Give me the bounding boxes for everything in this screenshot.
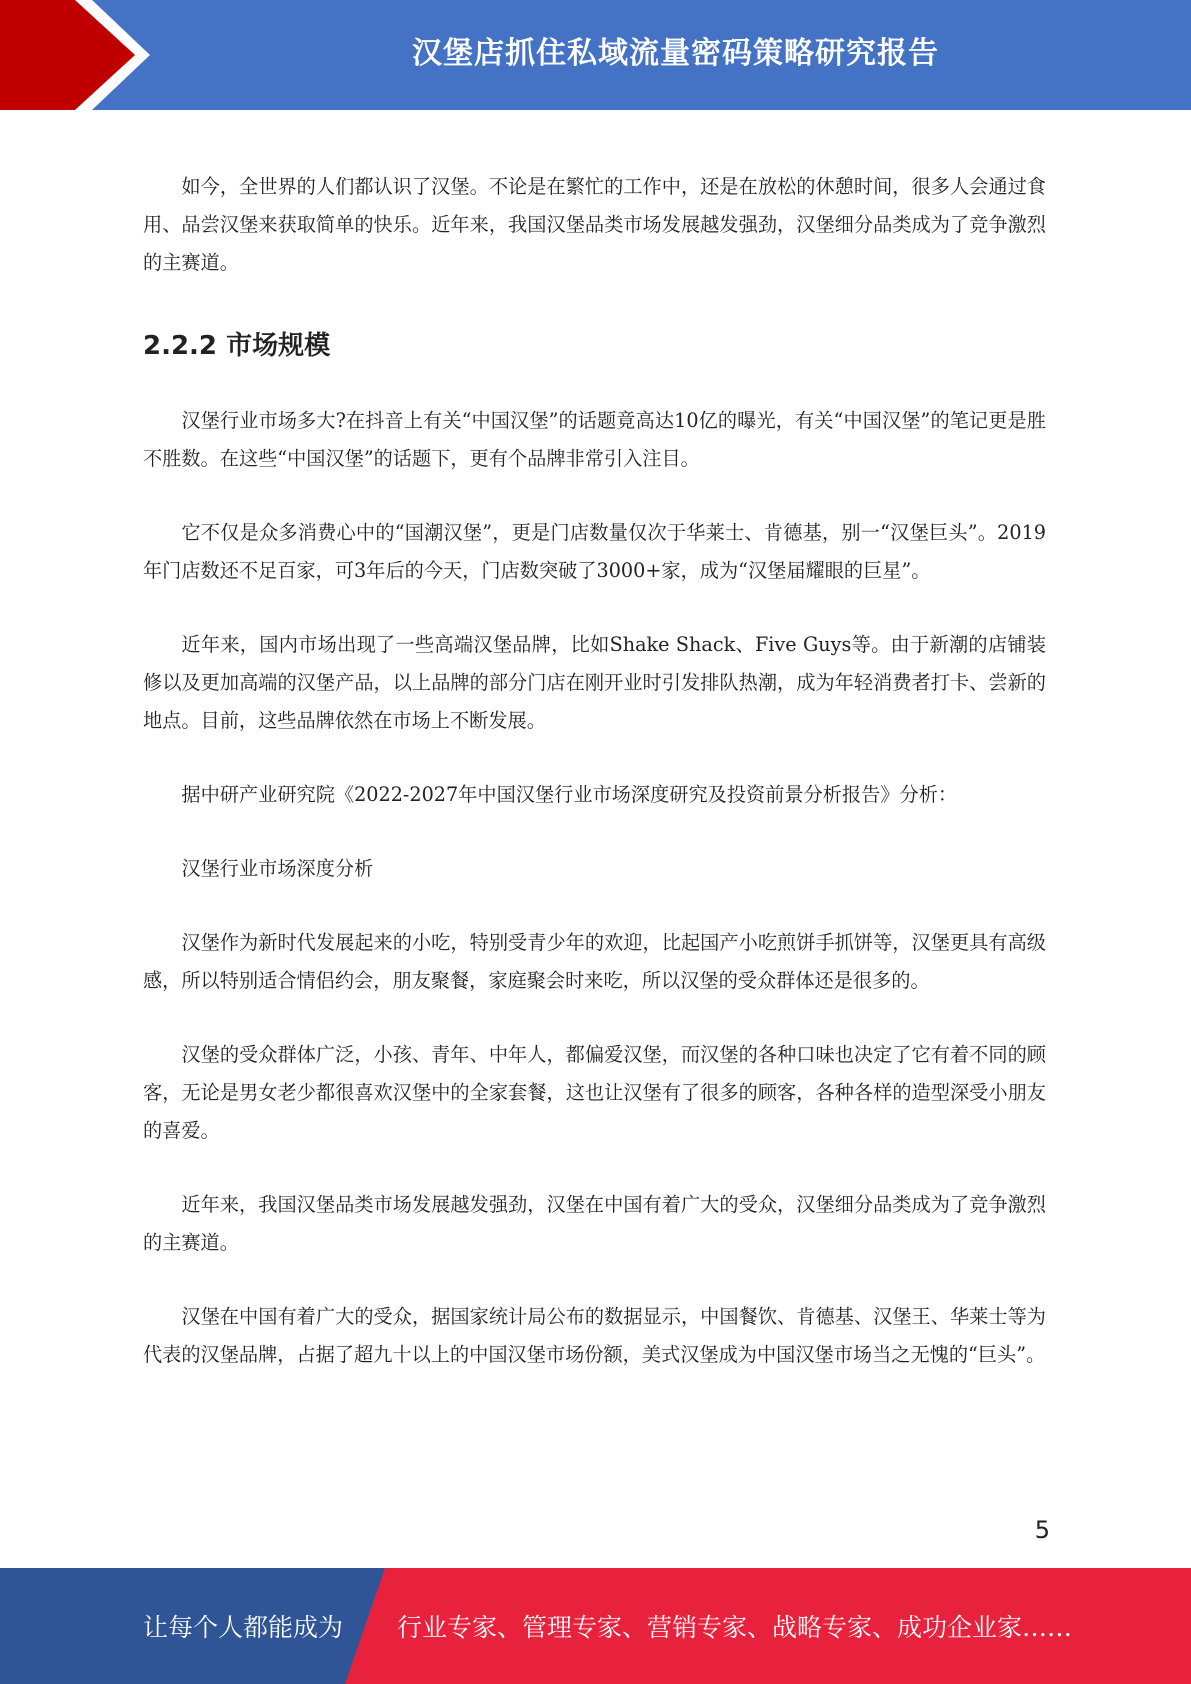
footer-slogan-left: 让每个人都能成为 [143, 1613, 344, 1642]
intro-paragraph: 如今，全世界的人们都认识了汉堡。不论是在繁忙的工作中，还是在放松的休憩时间，很多人会通过食用、品尝汉堡来获取简单的快乐。近年来，我国汉堡品类市场发展越发强劲，汉堡细分品类成为了竞争激烈的主赛道。 [143, 175, 1046, 274]
body-paragraph: 汉堡行业市场多大?在抖音上有关“中国汉堡”的话题竟高达10亿的曝光，有关“中国汉堡”的笔记更是胜不胜数。在这些“中国汉堡”的话题下，更有个品牌非常引入注目。 [143, 409, 1046, 470]
body-paragraph: 汉堡作为新时代发展起来的小吃，特别受青少年的欢迎，比起国产小吃煎饼手抓饼等，汉堡更具有高级感，所以特别适合情侣约会，朋友聚餐，家庭聚会时来吃，所以汉堡的受众群体还是很多的。 [143, 931, 1046, 992]
body-paragraph: 汉堡在中国有着广大的受众，据国家统计局公布的数据显示，中国餐饮、肯德基、汉堡王、华莱士等为代表的汉堡品牌，占据了超九十以上的中国汉堡市场份额，美式汉堡成为中国汉堡市场当之无愧的“巨头”。 [143, 1305, 1046, 1366]
body-paragraph: 汉堡的受众群体广泛，小孩、青年、中年人，都偏爱汉堡，而汉堡的各种口味也决定了它有着不同的顾客，无论是男女老少都很喜欢汉堡中的全家套餐，这也让汉堡有了很多的顾客，各种各样的造型深受小朋友的喜爱。 [143, 1043, 1046, 1142]
document-title: 汉堡店抓住私域流量密码策略研究报告 [412, 36, 939, 71]
body-paragraph: 它不仅是众多消费心中的“国潮汉堡”，更是门店数量仅次于华莱士、肯德基，别一“汉堡巨头”。2019年门店数还不足百家，可3年后的今天，门店数突破了3000+家，成为“汉堡届耀眼的巨星”。 [143, 521, 1046, 582]
section-heading: 2.2.2 市场规模 [143, 331, 331, 361]
document-body [143, 168, 1046, 1410]
header-arrow-decoration [0, 0, 160, 110]
header-arrow-shape [0, 0, 135, 110]
body-paragraph: 近年来，国内市场出现了一些高端汉堡品牌，比如Shake Shack、Five Guys等。由于新潮的店铺装修以及更加高端的汉堡产品，以上品牌的部分门店在刚开业时引发排队热潮，成为年轻消费者打卡、尝新的地点。目前，这些品牌依然在市场上不断发展。 [143, 633, 1046, 732]
footer-slogan-right: 行业专家、管理专家、营销专家、战略专家、成功企业家…… [397, 1613, 1073, 1642]
body-paragraph: 近年来，我国汉堡品类市场发展越发强劲，汉堡在中国有着广大的受众，汉堡细分品类成为了竞争激烈的主赛道。 [143, 1193, 1046, 1254]
body-paragraph: 据中研产业研究院《2022-2027年中国汉堡行业市场深度研究及投资前景分析报告》分析： [181, 783, 958, 806]
subsection-label: 汉堡行业市场深度分析 [181, 857, 374, 880]
page-footer [0, 1568, 1191, 1684]
page-number: 5 [1034, 1516, 1050, 1544]
page-header [0, 0, 1191, 110]
